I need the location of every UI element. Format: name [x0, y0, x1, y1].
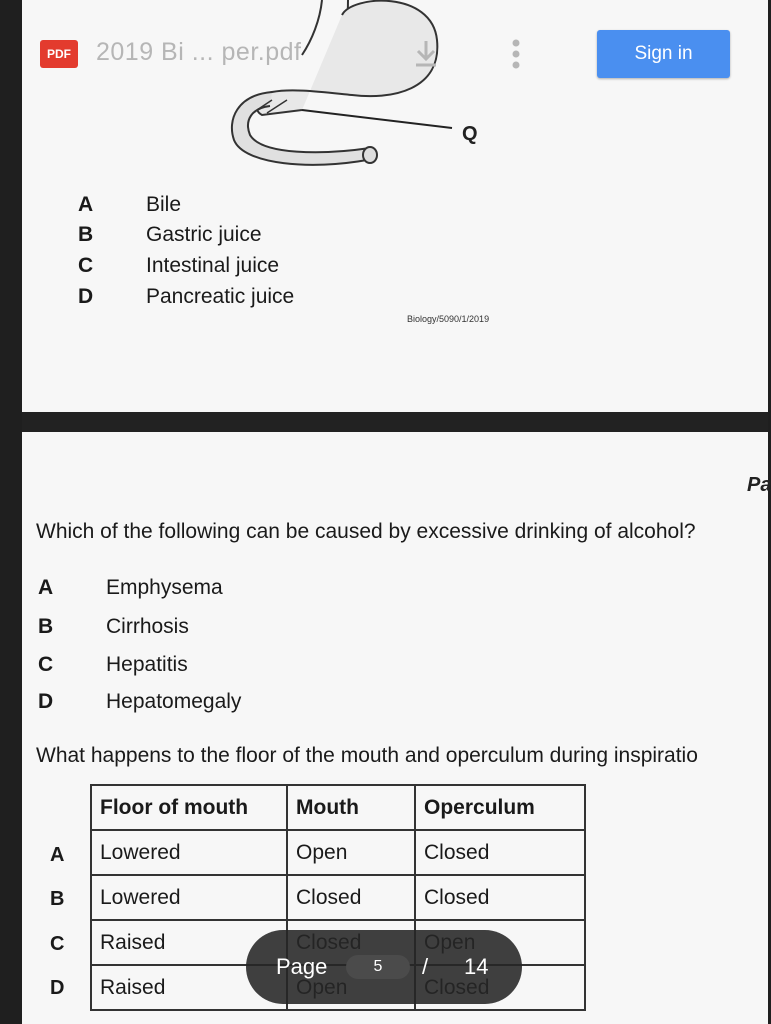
stomach-diagram [152, 0, 552, 180]
question-3: What happens to the floor of the mouth and operculum during inspiratio [36, 744, 698, 767]
option-letter: B [78, 223, 94, 246]
table-cell: Closed [415, 875, 585, 920]
q2-option-a [38, 576, 223, 600]
table-cell: Closed [415, 830, 585, 875]
q2-option-b [38, 615, 189, 639]
table-cell: Raised [91, 965, 287, 1010]
option-letter: A [38, 576, 54, 599]
pdf-file-icon: PDF [40, 40, 78, 68]
page-separator: / [422, 954, 429, 979]
row-letter-c: C [50, 933, 65, 955]
page-mark: Pa [747, 474, 771, 496]
row-letter-d: D [50, 977, 65, 999]
diagram-label-q: Q [462, 123, 478, 145]
q2-option-c [38, 653, 188, 677]
table-cell: Lowered [91, 830, 287, 875]
total-pages: 14 [464, 954, 489, 979]
sign-in-button[interactable]: Sign in [597, 30, 730, 78]
option-letter: D [38, 690, 54, 713]
option-text: Emphysema [106, 576, 223, 599]
page-label: Page [276, 954, 328, 979]
download-icon[interactable] [412, 38, 440, 68]
question-2: Which of the following can be caused by excessive drinking of alcohol? [36, 520, 696, 543]
document-title[interactable]: 2019 Bi ... per.pdf [96, 38, 302, 66]
header-operculum: Operculum [415, 785, 585, 830]
option-text: Gastric juice [146, 223, 262, 246]
table-cell: Open [287, 830, 415, 875]
table-header-row [91, 785, 585, 830]
q1-option-d [78, 285, 294, 309]
header-mouth: Mouth [287, 785, 415, 830]
row-letter-b: B [50, 888, 65, 910]
current-page-field[interactable]: 5 [346, 955, 410, 979]
header-floor-of-mouth: Floor of mouth [91, 785, 287, 830]
option-letter: A [78, 193, 94, 216]
table-cell: Raised [91, 920, 287, 965]
table-row [91, 875, 585, 920]
q1-option-a [78, 193, 181, 217]
option-text: Bile [146, 193, 182, 216]
option-letter: B [38, 615, 54, 638]
option-text: Cirrhosis [106, 615, 189, 638]
footer-reference: Biology/5090/1/2019 [407, 314, 490, 324]
option-letter: C [78, 254, 94, 277]
option-text: Intestinal juice [146, 254, 280, 277]
q1-option-b [78, 223, 262, 247]
page-indicator [246, 930, 522, 1004]
option-text: Hepatitis [106, 653, 188, 676]
table-cell: Lowered [91, 875, 287, 920]
row-letter-a: A [50, 844, 65, 866]
option-letter: C [38, 653, 54, 676]
table-cell: Closed [287, 875, 415, 920]
option-text: Pancreatic juice [146, 285, 295, 308]
more-vert-icon[interactable] [503, 38, 529, 70]
page-divider [22, 412, 768, 432]
q1-option-c [78, 254, 279, 278]
table-row [91, 830, 585, 875]
option-text: Hepatomegaly [106, 690, 242, 713]
option-letter: D [78, 285, 94, 308]
q2-option-d [38, 690, 241, 714]
